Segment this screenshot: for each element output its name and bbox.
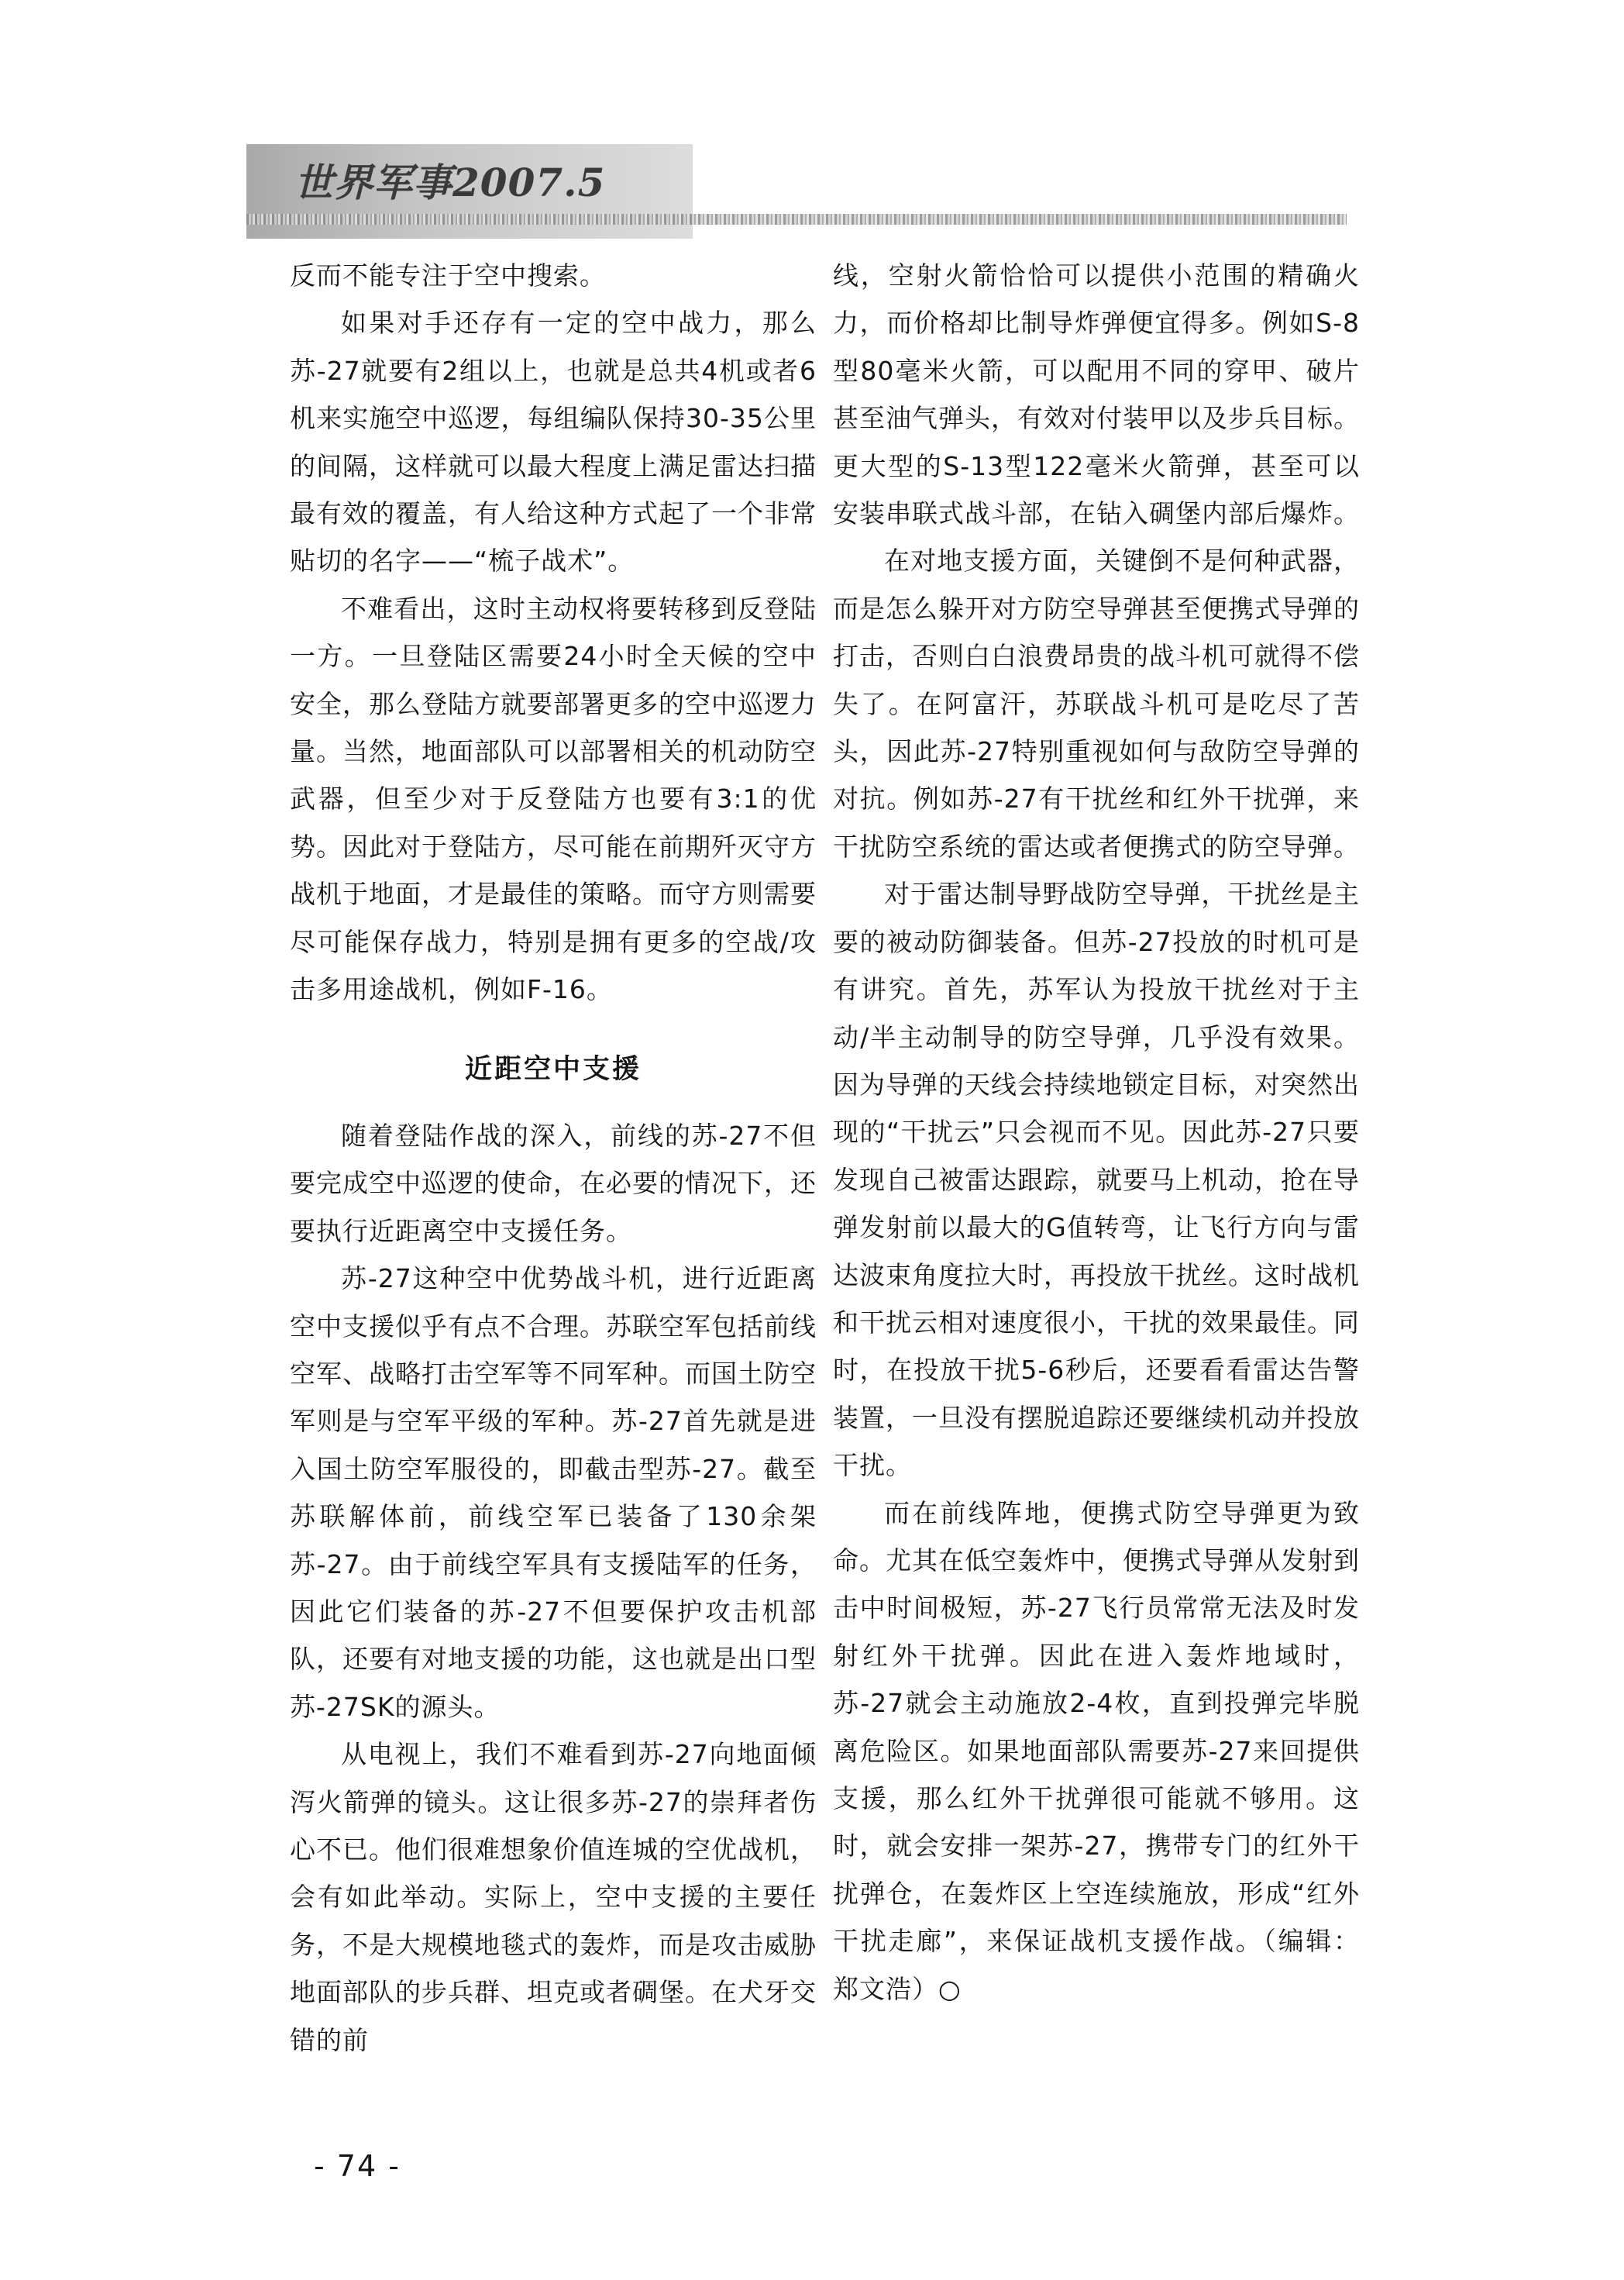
left-paragraph-6: 从电视上，我们不难看到苏-27向地面倾泻火箭弹的镜头。这让很多苏-27的崇拜者伤心不已。他们很难想象价值连城的空优战机，会有如此举动。实际上，空中支援的主要任务，不是大规模地毯式的轰炸，而是攻击威胁地面部队的步兵群、坦克或者碉堡。在犬牙交错的前 xyxy=(290,1739,817,2055)
left-paragraph-1: 反而不能专注于空中搜索。 xyxy=(290,260,606,291)
masthead-rule xyxy=(246,214,1347,225)
right-column xyxy=(833,252,1360,2013)
right-paragraph-3: 对于雷达制导野战防空导弹，干扰丝是主要的被动防御装备。但苏-27投放的时机可是有讲究。首先，苏军认为投放干扰丝对于主动/半主动制导的防空导弹，几乎没有效果。因为导弹的天线会持续地锁定目标，对突然出现的“干扰云”只会视而不见。因此苏-27只要发现自己被雷达跟踪，就要马上机动，抢在导弹发射前以最大的G值转弯，让飞行方向与雷达波束角度拉大时，再投放干扰丝。这时战机和干扰云相对速度很小，干扰的效果最佳。同时，在投放干扰5-6秒后，还要看看雷达告警装置，一旦没有摆脱追踪还要继续机动并投放干扰。 xyxy=(833,879,1360,1481)
left-column xyxy=(290,252,817,2064)
masthead-title: 世界军事2007.5 xyxy=(294,160,606,205)
left-paragraph-3: 不难看出，这时主动权将要转移到反登陆一方。一旦登陆区需要24小时全天候的空中安全，那么登陆方就要部署更多的空中巡逻力量。当然，地面部队可以部署相关的机动防空武器，但至少对于反登陆方也要有3:1的优势。因此对于登陆方，尽可能在前期歼灭守方战机于地面，才是最佳的策略。而守方则需要尽可能保存战力，特别是拥有更多的空战/攻击多用途战机，例如F-16。 xyxy=(290,593,817,1005)
section-heading: 近距空中支援 xyxy=(464,1053,642,1085)
right-paragraph-4: 而在前线阵地，便携式防空导弹更为致命。尤其在低空轰炸中，便携式导弹从发射到击中时间极短，苏-27飞行员常常无法及时发射红外干扰弹。因此在进入轰炸地域时，苏-27就会主动施放2-4枚，直到投弹完毕脱离危险区。如果地面部队需要苏-27来回提供支援，那么红外干扰弹很可能就不够用。这时，就会安排一架苏-27，携带专门的红外干扰弹仓，在轰炸区上空连续施放，形成“红外干扰走廊”，来保证战机支援作战。（编辑：郑文浩）○ xyxy=(833,1497,1360,2004)
left-paragraph-2: 如果对手还存有一定的空中战力，那么苏-27就要有2组以上，也就是总共4机或者6机来实施空中巡逻，每组编队保持30-35公里的间隔，这样就可以最大程度上满足雷达扫描最有效的覆盖，有人给这种方式起了一个非常贴切的名字——“梳子战术”。 xyxy=(290,308,817,577)
left-paragraph-5: 苏-27这种空中优势战斗机，进行近距离空中支援似乎有点不合理。苏联空军包括前线空军、战略打击空军等不同军种。而国土防空军则是与空军平级的军种。苏-27首先就是进入国土防空军服役的，即截击型苏-27。截至苏联解体前，前线空军已装备了130余架苏-27。由于前线空军具有支援陆军的任务，因此它们装备的苏-27不但要保护攻击机部队，还要有对地支援的功能，这也就是出口型苏-27SK的源头。 xyxy=(290,1263,817,1722)
right-paragraph-1: 线，空射火箭恰恰可以提供小范围的精确火力，而价格却比制导炸弹便宜得多。例如S-8型80毫米火箭，可以配用不同的穿甲、破片甚至油气弹头，有效对付装甲以及步兵目标。更大型的S-13型122毫米火箭弹，甚至可以安装串联式战斗部，在钻入碉堡内部后爆炸。 xyxy=(833,260,1360,529)
left-paragraph-4: 随着登陆作战的深入，前线的苏-27不但要完成空中巡逻的使命，在必要的情况下，还要执行近距离空中支援任务。 xyxy=(290,1120,817,1246)
page-number: - 74 - xyxy=(314,2149,401,2183)
right-paragraph-2: 在对地支援方面，关键倒不是何种武器，而是怎么躲开对方防空导弹甚至便携式导弹的打击，否则白白浪费昂贵的战斗机可就得不偿失了。在阿富汗，苏联战斗机可是吃尽了苦头，因此苏-27特别重视如何与敌防空导弹的对抗。例如苏-27有干扰丝和红外干扰弹，来干扰防空系统的雷达或者便携式的防空导弹。 xyxy=(833,546,1360,862)
